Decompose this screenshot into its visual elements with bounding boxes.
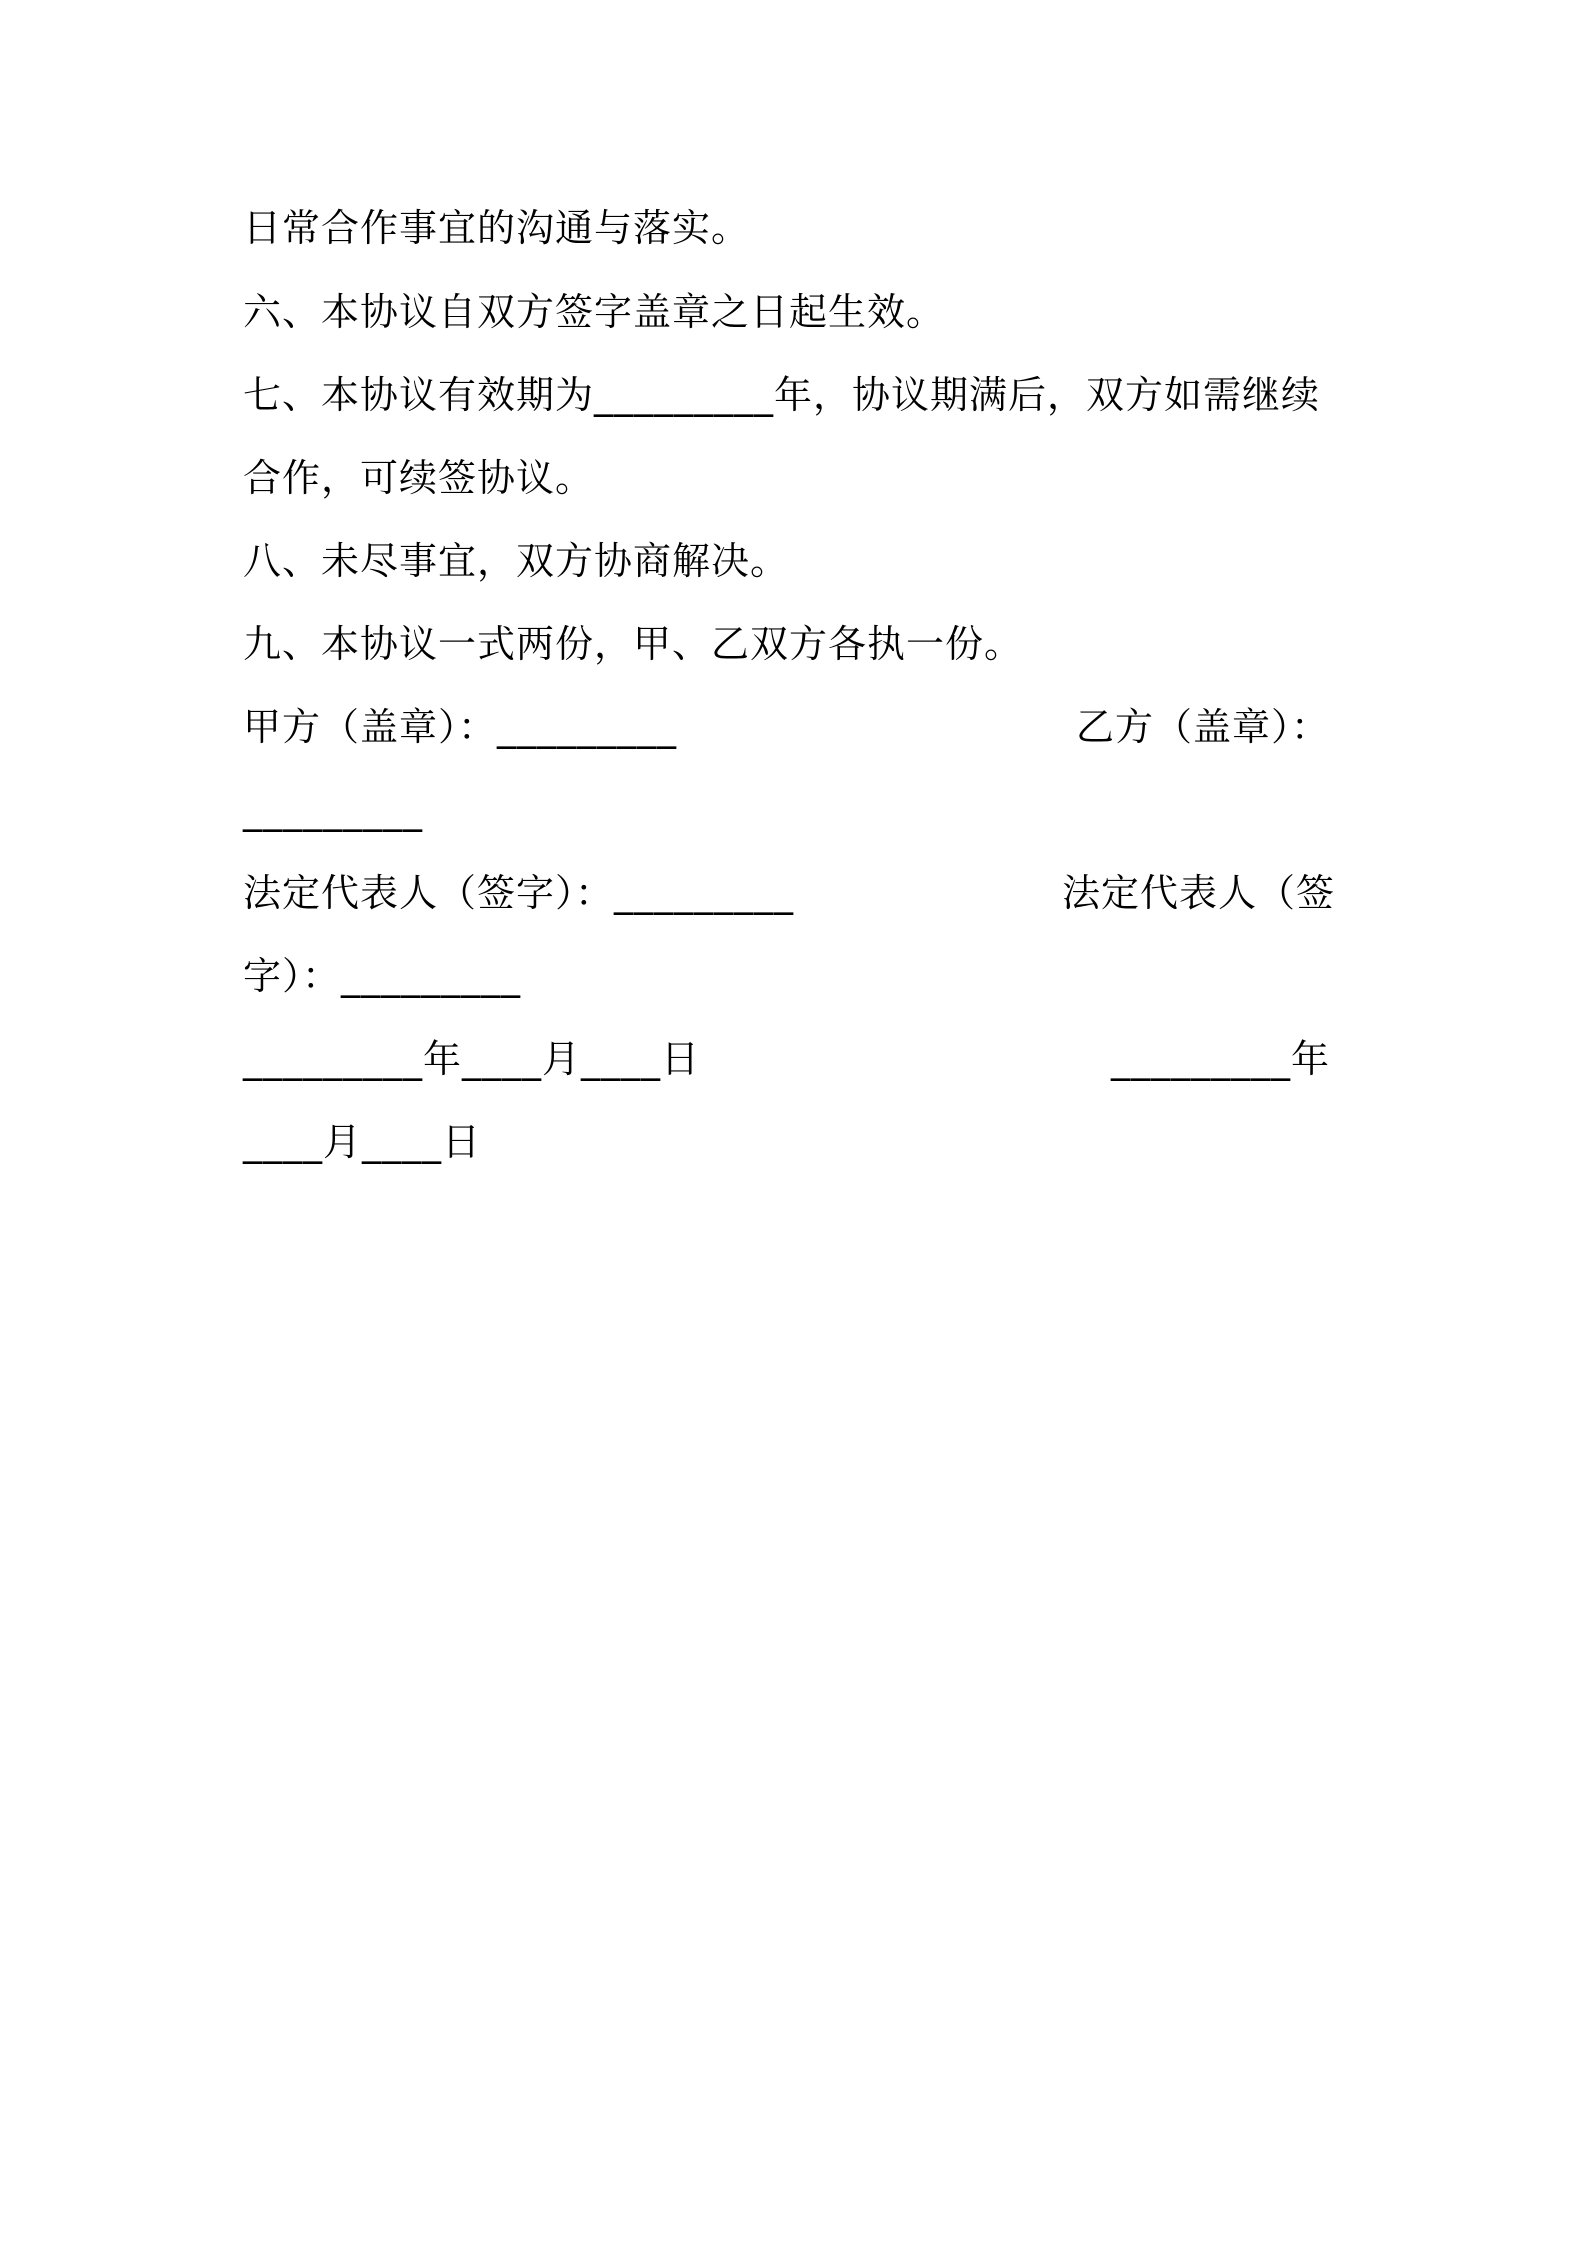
text-line-4: 合作，可续签协议。 [243,456,595,500]
text-line-1: 日常合作事宜的沟通与落实。 [243,206,751,250]
date-b-cont: ____月____日 [243,1120,482,1164]
date-b: _________年 [1111,1037,1331,1081]
rep-a-signature: 法定代表人（签字）：_________ [243,871,795,915]
rep-b-signature: 法定代表人（签 [1062,871,1336,915]
text-line-5: 八、未尽事宜，双方协商解决。 [243,539,790,583]
date-a: _________年____月____日 [243,1037,701,1081]
text-line-6: 九、本协议一式两份，甲、乙双方各执一份。 [243,622,1024,666]
rep-b-signature-cont: 字）：_________ [243,954,522,998]
party-b-seal: 乙方（盖章）： [1076,705,1331,749]
text-line-2: 六、本协议自双方签字盖章之日起生效。 [243,290,946,334]
party-a-seal: 甲方（盖章）：_________ [243,705,678,749]
text-line-3: 七、本协议有效期为_________年，协议期满后，双方如需继续 [243,373,1321,417]
party-b-seal-blank: _________ [243,788,423,832]
